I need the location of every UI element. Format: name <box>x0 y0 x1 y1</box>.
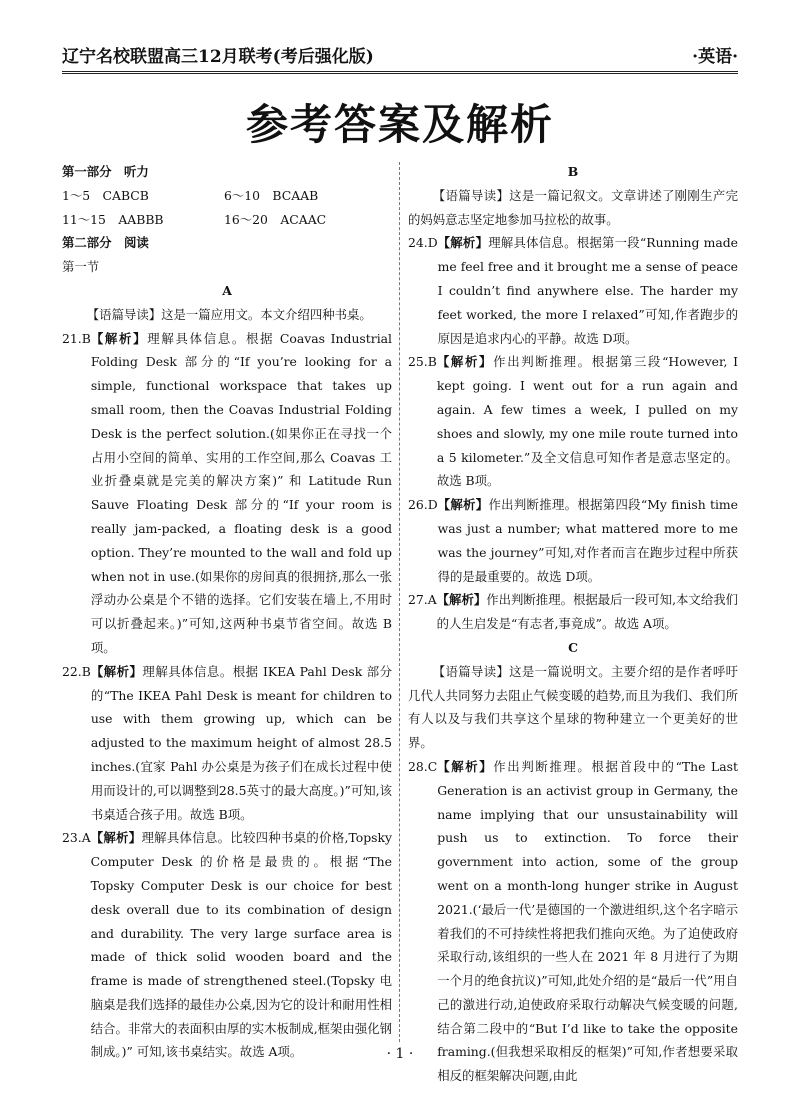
answer-group: 6～10 BCAAB <box>224 187 319 203</box>
answer-row <box>62 208 392 232</box>
question-number: 23.A <box>62 830 91 846</box>
analysis-tag: 【解析】 <box>90 663 143 679</box>
explanation-text: 理解具体信息。根据 IKEA Pahl Desk 部分的“The IKEA Pahl Desk is meant for children to use with them growing up, which can be adjusted to the maximum height of almost 28.5 inches.(宜家 Pahl 办公桌是为孩子们在成长过程中使用而设计的,可以调整到28.5英寸的最大高度。)”可知,该书桌适合孩子用。故选 B项。 <box>90 663 392 822</box>
question-26 <box>408 493 738 588</box>
analysis-tag: 【解析】 <box>90 330 148 346</box>
part1-heading: 第一部分 听力 <box>62 164 149 179</box>
explanation-text: 作出判断推理。根据首段中的“The Last Generation is an activist group in Germany, the name implying that our unsustainability will push us to extinction. To force their government into action, some of the group went on a month-long hunger strike in August 2021.(‘最后一代’是德国的一个激进组织,这个名字暗示着我们的不可持续性将把我们推向灭绝。为了迫使政府采取行动,该组织的一些人在 2021 年 8 月进行了为期一个月的绝食抗议)”可知,此处介绍的是“最后一代”用自己的激进行动,迫使政府采取行动解决气候变暖的问题,结合第二段中的“But I’d like to take the opposite framing.(但我想采取相反的框架)”可知,作者想要采取相反的框架解决问题,由此 <box>437 758 738 1084</box>
question-explanation <box>91 660 392 827</box>
column-divider <box>399 162 400 1042</box>
passage-a-letter: A <box>222 282 232 298</box>
section-label: 第一节 <box>62 259 100 275</box>
question-explanation <box>438 231 738 350</box>
question-explanation <box>438 493 738 588</box>
page-title: 参考答案及解析 <box>245 100 554 149</box>
question-number: 27.A <box>408 592 437 608</box>
passage-c-letter: C <box>568 639 578 655</box>
header-subject: ·英语· <box>692 47 738 67</box>
question-25 <box>408 350 738 493</box>
page-header <box>62 40 738 74</box>
question-28 <box>408 755 738 1088</box>
question-23 <box>62 826 392 1064</box>
question-explanation <box>437 350 738 493</box>
question-22 <box>62 660 392 827</box>
left-column <box>62 160 392 1064</box>
right-column <box>408 160 738 1088</box>
explanation-text: 作出判断推理。根据第三段“However, I kept going. I went out for a run again and again. A few times a week, I pulled on my shoes and slowly, my one mile route turned into a 5 kilometer.”及全文信息可知作者是意志坚定的。故选 B项。 <box>436 354 738 489</box>
question-number: 26.D <box>408 497 438 513</box>
question-number: 24.D <box>408 235 438 251</box>
answer-group: 16～20 ACAAC <box>224 211 327 227</box>
analysis-tag: 【解析】 <box>437 758 494 774</box>
question-explanation <box>91 826 392 1064</box>
explanation-text: 作出判断推理。根据第四段“My finish time was just a number; what mattered more to me was the journey”可知,对作者而言在跑步过程中所获得的是最重要的。故选 D项。 <box>437 497 738 584</box>
analysis-tag: 【解析】 <box>90 830 142 846</box>
page-number: · 1 · <box>386 1046 414 1062</box>
analysis-tag: 【解析】 <box>436 354 494 370</box>
question-number: 21.B <box>62 330 91 346</box>
analysis-tag: 【解析】 <box>437 497 489 513</box>
passage-a-guide: 【语篇导读】这是一篇应用文。本文介绍四种书桌。 <box>86 306 372 322</box>
answer-group: 11～15 AABBB <box>62 211 164 227</box>
passage-c-guide: 【语篇导读】这是一篇说明文。主要介绍的是作者呼吁几代人共同努力去阻止气候变暖的趋势,而且为我们、我们所有人以及与我们共享这个星球的物种建立一个更美好的世界。 <box>408 663 738 751</box>
question-number: 25.B <box>408 354 437 370</box>
passage-b-guide: 【语篇导读】这是一篇记叙文。文章讲述了刚刚生产完的妈妈意志坚定地参加马拉松的故事。 <box>408 187 738 227</box>
explanation-text: 理解具体信息。根据第一段“Running made me feel free and it brought me a sense of peace I couldn’t find anywhere else. The harder my feet worked, the more I relaxed”可知,作者跑步的原因是追求内心的平静。故选 D项。 <box>437 235 738 346</box>
question-number: 22.B <box>62 663 91 679</box>
passage-b-letter: B <box>567 164 579 179</box>
question-21 <box>62 327 392 660</box>
question-explanation <box>437 755 738 1088</box>
analysis-tag: 【解析】 <box>436 592 487 608</box>
part2-heading: 第二部分 阅读 <box>62 235 149 251</box>
analysis-tag: 【解析】 <box>437 235 489 251</box>
explanation-text: 理解具体信息。根据 Coavas Industrial Folding Desk 部分的“If you’re looking for a simple, functional workspace that takes up small room, then the Coavas Industrial Folding Desk is the perfect solution.(如果你正在寻找一个占用小空间的简单、实用的工作空间,那么 Coavas 工业折叠桌就是完美的解决方案)” 和 Latitude Run Sauve Floating Desk 部分的“If your room is really jam-packed, a floating desk is a good option. They’re mounted to the wall and fold up when not in use.(如果你的房间真的很拥挤,那么一张浮动办公桌是个不错的选择。它们安装在墙上,不用时可以折叠起来。)”可知,这两种书桌节省空间。故选 B项。 <box>90 330 393 655</box>
question-number: 28.C <box>408 758 438 774</box>
answer-row <box>62 184 392 208</box>
header-exam-title: 辽宁名校联盟高三12月联考(考后强化版) <box>62 47 374 67</box>
question-27 <box>408 588 738 636</box>
answer-group: 1～5 CABCB <box>62 187 149 203</box>
explanation-text: 理解具体信息。比较四种书桌的价格,Topsky Computer Desk 的价格是最贵的。根据“The Topsky Computer Desk is our choice for best desk overall due to its combination of design and durability. The very large surface area is made of thick solid wooden board and the frame is made of strengthened steel.(Topsky 电脑桌是我们选择的最佳办公桌,因为它的设计和耐用性相结合。非常大的表面积由厚的实木板制成,框架由强化钢制成。)” 可知,该书桌结实。故选 A项。 <box>90 830 393 1060</box>
question-explanation <box>91 327 392 660</box>
explanation-text: 作出判断推理。根据最后一段可知,本文给我们的人生启发是“有志者,事竟成”。故选 A项。 <box>436 592 738 632</box>
question-24 <box>408 231 738 350</box>
question-explanation <box>437 588 738 636</box>
